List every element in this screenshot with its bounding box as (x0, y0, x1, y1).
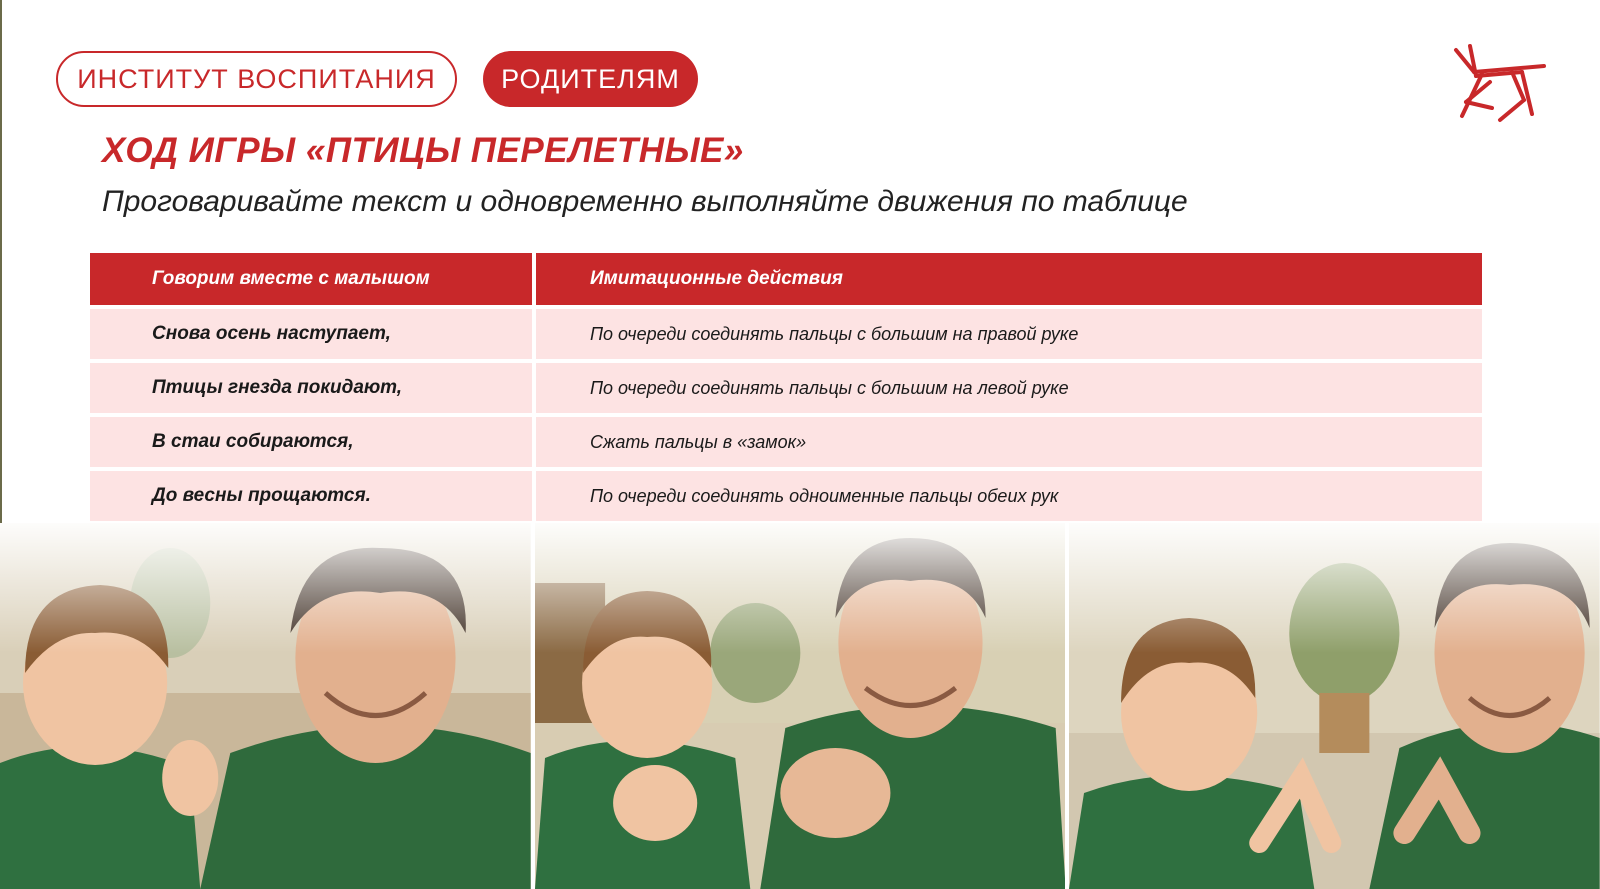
page-subtitle: Проговаривайте текст и одновременно выполняйте движения по таблице (102, 185, 1188, 218)
father-son-photo-2 (535, 523, 1066, 889)
table-row-action: По очереди соединять одноименные пальцы обеих рук (536, 471, 1482, 521)
parents-badge (483, 51, 698, 107)
table-header-action: Имитационные действия (536, 253, 1482, 305)
father-son-photo-3 (1069, 523, 1600, 889)
chair-horse-logo-icon (1452, 42, 1552, 124)
table-row-action: По очереди соединять пальцы с большим на левой руке (536, 363, 1482, 413)
table-row-say: До весны прощаются. (90, 471, 532, 521)
page-title: ХОД ИГРЫ «ПТИЦЫ ПЕРЕЛЕТНЫЕ» (102, 131, 744, 170)
table-row-say: В стаи собираются, (90, 417, 532, 467)
institute-badge-label: ИНСТИТУТ ВОСПИТАНИЯ (77, 63, 436, 94)
institute-badge (56, 51, 457, 107)
table-header-say: Говорим вместе с малышом (90, 253, 532, 305)
table-row-say: Снова осень наступает, (90, 309, 532, 359)
table-row-action: Сжать пальцы в «замок» (536, 417, 1482, 467)
game-table (90, 253, 1482, 521)
father-son-photo-1 (0, 523, 531, 889)
left-edge-line (0, 0, 2, 523)
parents-badge-label: РОДИТЕЛЯМ (501, 63, 680, 94)
table-row-say: Птицы гнезда покидают, (90, 363, 532, 413)
photo-strip (0, 523, 1600, 889)
table-row-action: По очереди соединять пальцы с большим на правой руке (536, 309, 1482, 359)
